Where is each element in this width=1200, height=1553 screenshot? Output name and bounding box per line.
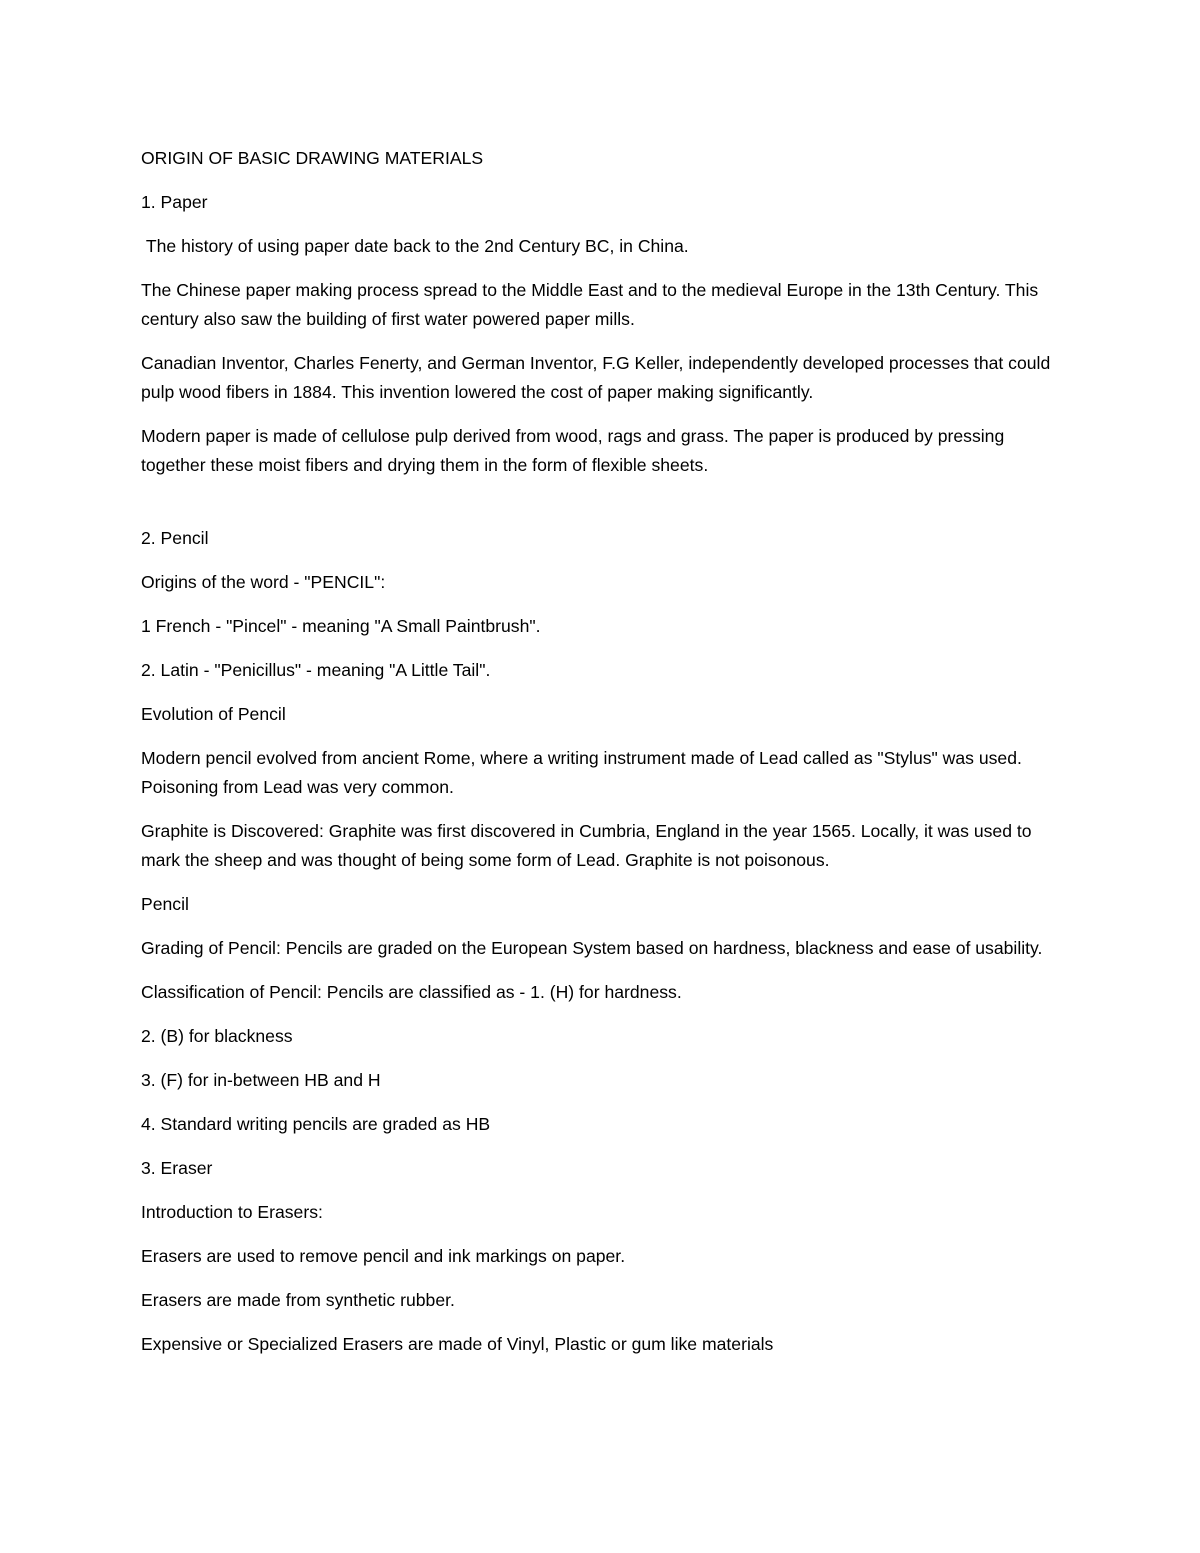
grading-paragraph: Grading of Pencil: Pencils are graded on the European System based on hardness, blackness and ease of usability. <box>141 938 1043 958</box>
eraser-paragraph: Erasers are used to remove pencil and ink markings on paper. <box>141 1246 626 1266</box>
word-origin-item: 1 French - "Pincel" - meaning "A Small Paintbrush". <box>141 616 541 636</box>
word-origin-item: 2. Latin - "Penicillus" - meaning "A Little Tail". <box>141 660 491 680</box>
document-title: ORIGIN OF BASIC DRAWING MATERIALS <box>141 148 484 168</box>
section-heading-pencil: 2. Pencil <box>141 528 209 548</box>
section-heading-paper: 1. Paper <box>141 192 208 212</box>
evolution-paragraph: Graphite is Discovered: Graphite was first discovered in Cumbria, England in the year 1565. Locally, it was used to mark the sheep and was thought of being some form of Lead. Graphite is not poisonous. <box>141 821 1037 870</box>
paper-paragraph: The history of using paper date back to the 2nd Century BC, in China. <box>141 236 689 256</box>
classification-item: 3. (F) for in-between HB and H <box>141 1070 381 1090</box>
paper-paragraph: Modern paper is made of cellulose pulp derived from wood, rags and grass. The paper is produced by pressing together these moist fibers and drying them in the form of flexible sheets. <box>141 426 1010 475</box>
classification-paragraph: Classification of Pencil: Pencils are classified as - 1. (H) for hardness. <box>141 982 682 1002</box>
word-origin-heading: Origins of the word - "PENCIL": <box>141 572 386 592</box>
eraser-paragraph: Erasers are made from synthetic rubber. <box>141 1290 455 1310</box>
classification-item: 2. (B) for blackness <box>141 1026 293 1046</box>
eraser-intro-heading: Introduction to Erasers: <box>141 1202 323 1222</box>
pencil-subheading: Pencil <box>141 894 189 914</box>
classification-item: 4. Standard writing pencils are graded as HB <box>141 1114 491 1134</box>
section-heading-eraser: 3. Eraser <box>141 1158 213 1178</box>
blank-line <box>141 495 1061 524</box>
eraser-paragraph: Expensive or Specialized Erasers are made of Vinyl, Plastic or gum like materials <box>141 1334 774 1354</box>
document-body <box>141 144 1061 1374</box>
paper-paragraph: The Chinese paper making process spread to the Middle East and to the medieval Europe in the 13th Century. This century also saw the building of first water powered paper mills. <box>141 280 1044 329</box>
evolution-heading: Evolution of Pencil <box>141 704 286 724</box>
evolution-paragraph: Modern pencil evolved from ancient Rome, where a writing instrument made of Lead called as "Stylus" was used. Poisoning from Lead was very common. <box>141 748 1027 797</box>
paper-paragraph: Canadian Inventor, Charles Fenerty, and German Inventor, F.G Keller, independently developed processes that could pulp wood fibers in 1884. This invention lowered the cost of paper making significantly. <box>141 353 1056 402</box>
